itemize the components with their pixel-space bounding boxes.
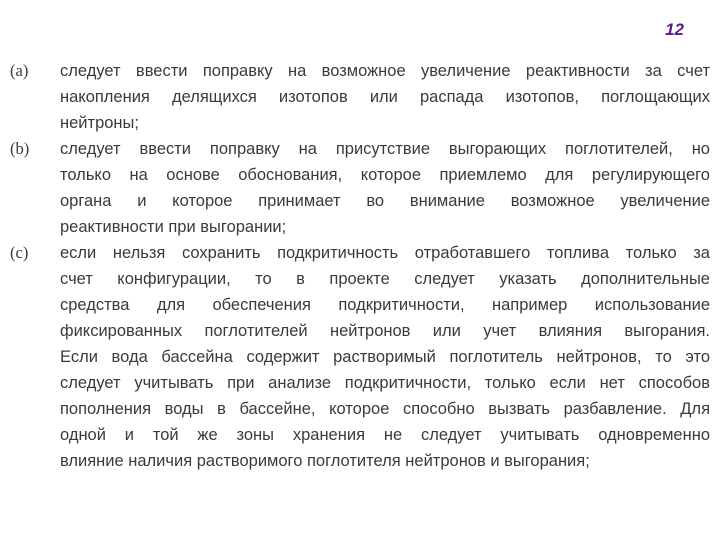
text-line: накопления делящихся изотопов или распада изотопов, поглощающих — [60, 88, 710, 106]
text-line: счет конфигурации, то в проекте следует указать дополнительные — [60, 270, 710, 288]
text-line: нейтроны; — [60, 114, 139, 132]
page-number: 12 — [665, 20, 684, 39]
text-line: пополнения воды в бассейне, которое способно вызвать разбавление. Для — [60, 400, 710, 418]
text-line: влияние наличия растворимого поглотителя нейтронов и выгорания; — [60, 452, 590, 470]
list-marker-b: (b) — [10, 139, 30, 158]
list-item-b — [10, 136, 710, 240]
text-line: только на основе обоснования, которое приемлемо для регулирующего — [60, 166, 710, 184]
text-line: следует ввести поправку на присутствие выгорающих поглотителей, но — [60, 140, 710, 158]
list-item-c — [10, 240, 710, 474]
text-line: если нельзя сохранить подкритичность отработавшего топлива только за — [60, 244, 710, 262]
text-line: фиксированных поглотителей нейтронов или учет влияния выгорания. — [60, 322, 710, 340]
list-text-c — [60, 240, 710, 474]
text-line: средства для обеспечения подкритичности, например использование — [60, 296, 710, 314]
text-line: Если вода бассейна содержит растворимый поглотитель нейтронов, то это — [60, 348, 710, 366]
text-line: следует ввести поправку на возможное увеличение реактивности за счет — [60, 62, 710, 80]
text-line: следует учитывать при анализе подкритичности, только если нет способов — [60, 374, 710, 392]
list-text-b — [60, 136, 710, 240]
list-item-a — [10, 58, 710, 136]
document-body — [10, 58, 710, 474]
text-line: реактивности при выгорании; — [60, 218, 287, 236]
list-marker-a: (a) — [10, 61, 29, 80]
list-text-a — [60, 58, 710, 136]
text-line: органа и которое принимает во внимание возможное увеличение — [60, 192, 710, 210]
text-line: одной и той же зоны хранения не следует учитывать одновременно — [60, 426, 710, 444]
list-marker-c: (c) — [10, 243, 29, 262]
